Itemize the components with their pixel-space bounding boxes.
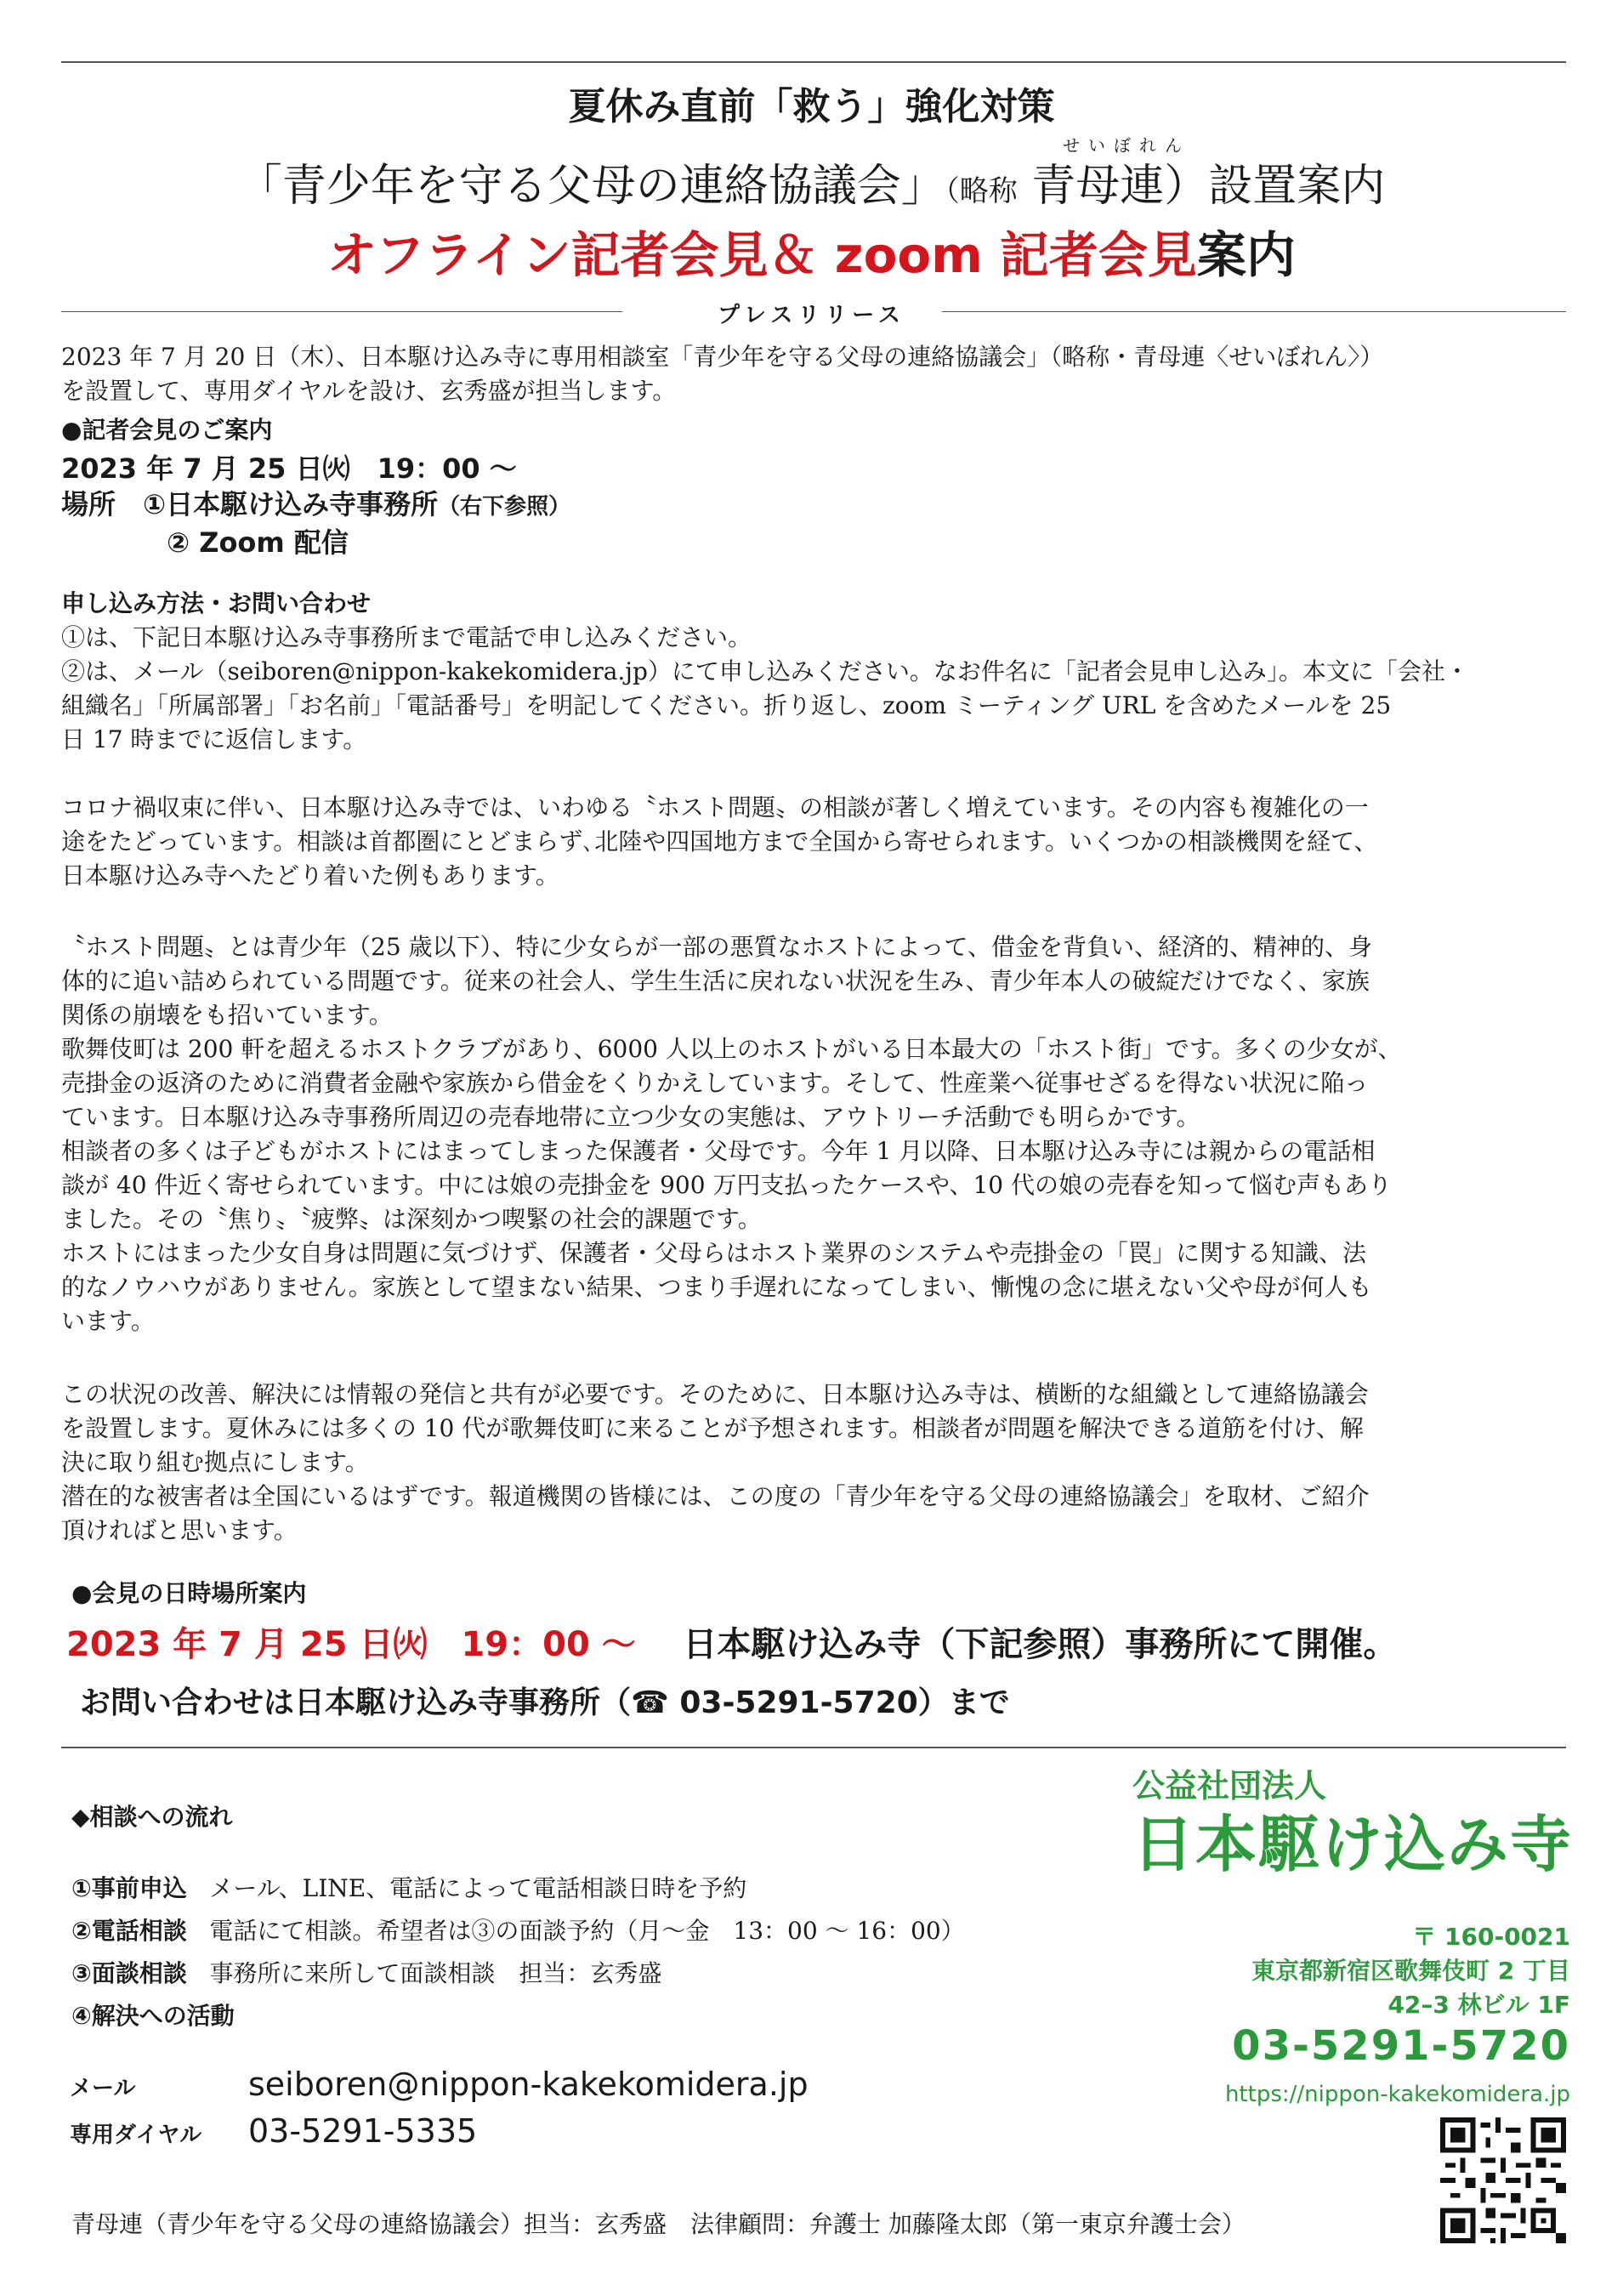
meeting-heading: ●記者会見のご案内 <box>61 416 273 444</box>
address-line-1: 東京都新宿区歌舞伎町 2 丁目 <box>1251 1957 1570 1985</box>
schedule-venue: 日本駆け込み寺（下記参照）事務所にて開催。 <box>683 1625 1398 1664</box>
intro-paragraph <box>61 340 1566 408</box>
postal-code: 〒 160-0021 <box>1412 1923 1570 1951</box>
paragraph-1 <box>61 791 1566 893</box>
mail-address[interactable]: seiboren@nippon-kakekomidera.jp <box>248 2066 809 2103</box>
mail-row <box>70 2063 809 2110</box>
para-line: 頂ければと思います。 <box>61 1516 298 1544</box>
para-line: 売掛金の返済のために消費者金融や家族から借金をくりかえしています。そして、性産業へ従事せざるを得ない状況に陥っ <box>61 1069 1369 1097</box>
contact-info <box>70 2063 809 2157</box>
intro-line: 2023 年 7 月 20 日（木）、日本駆け込み寺に専用相談室「青少年を守る父母の連絡協議会」（略称・青母連〈せいぼれん〉） <box>61 343 1384 371</box>
para-line: ホストにはまった少女自身は問題に気づけず、保護者・父母らはホスト業界のシステムや売掛金の「罠」に関する知識、法 <box>61 1239 1366 1267</box>
flow-step <box>71 1952 965 1995</box>
bottom-rule <box>61 1747 1566 1748</box>
headline-2-tail: 設置案内 <box>1208 161 1386 212</box>
para-line: を設置します。夏休みには多くの 10 代が歌舞伎町に来ることが予想されます。相談者が問題を解決できる道筋を付け、解 <box>61 1414 1364 1442</box>
para-line: 相談者の多くは子どもがホストにはまってしまった保護者・父母です。今年 1 月以降、日本駆け込み寺には親からの電話相 <box>61 1137 1376 1165</box>
flow-step-text: 事務所に来所して面談相談 担当：玄秀盛 <box>209 1959 662 1987</box>
dial-row <box>70 2110 809 2157</box>
schedule-date <box>66 1617 1397 1666</box>
para-line: 決に取り組む拠点にします。 <box>61 1448 369 1476</box>
press-release-label: プレスリリース <box>718 303 905 328</box>
flow-step <box>71 1995 965 2037</box>
para-line: 〝ホスト問題〟とは青少年（25 歳以下）、特に少女らが一部の悪質なホストによって、借金を背負い、経済的、精神的、身 <box>61 933 1372 961</box>
para-line: います。 <box>61 1307 155 1335</box>
apply-line: 組織名」「所属部署」「お名前」「電話番号」を明記してください。折り返し、zoom ミーティング URL を含めたメールを 25 <box>61 691 1392 719</box>
meeting-place-1 <box>61 486 570 525</box>
org-logo <box>1132 1765 1573 1883</box>
address-line-2: 42–3 林ビル 1F <box>1387 1991 1570 2019</box>
place-1-note: （右下参照） <box>438 494 571 520</box>
para-line: 歌舞伎町は 200 軒を超えるホストクラブがあり、6000 人以上のホストがいる日本最大の「ホスト街」です。多くの少女が、 <box>61 1035 1402 1063</box>
meeting-date: 2023 年 7 月 25 日㈫ 19：00 〜 <box>61 452 517 485</box>
org-url[interactable]: https://nippon-kakekomidera.jp <box>1224 2082 1570 2107</box>
qr-code-icon <box>1440 2117 1566 2243</box>
para-line: 体的に追い詰められている問題です。従来の社会人、学生生活に戻れない状況を生み、青少年本人の破綻だけでなく、家族 <box>61 967 1370 995</box>
flow-step-label: ①事前申込 <box>71 1874 187 1902</box>
org-name: 日本駆け込み寺 <box>1132 1809 1574 1880</box>
inquiry-line: お問い合わせは日本駆け込み寺事務所（☎ 03-5291-5720）まで <box>80 1685 1010 1720</box>
org-corp: 公益社団法人 <box>1132 1767 1327 1804</box>
para-line: 途をたどっています。相談は首都圏にとどまらず､北陸や四国地方まで全国から寄せられます。いくつかの相談機関を経て、 <box>61 827 1378 855</box>
para-line: この状況の改善、解決には情報の発信と共有が必要です。そのために、日本駆け込み寺は、横断的な組織として連絡協議会 <box>61 1380 1369 1408</box>
para-line: 潜在的な被害者は全国にいるはずです。報道機関の皆様には、この度の「青少年を守る父母の連絡協議会」を取材、ご紹介 <box>61 1482 1370 1510</box>
schedule-heading: ●会見の日時場所案内 <box>71 1579 307 1607</box>
para-line: 談が 40 件近く寄せられています。中には娘の売掛金を 900 万円支払ったケースや、10 代の娘の売春を知って悩む声もあり <box>61 1171 1393 1199</box>
header <box>0 82 1623 289</box>
headline-2-abbr: 青母連） <box>1031 161 1209 212</box>
headline-3-red: オフライン記者会見＆ zoom 記者会見 <box>327 226 1197 284</box>
footer-note: 青母連（青少年を守る父母の連絡協議会）担当：玄秀盛 法律顧問：弁護士 加藤隆太郎（第一東京弁護士会） <box>71 2210 1246 2238</box>
headline-2-main: 「青少年を守る父母の連絡協議会」 <box>237 161 945 212</box>
apply-line: ①は、下記日本駆け込み寺事務所まで電話で申し込みください。 <box>61 623 752 651</box>
consult-flow <box>71 1796 965 2037</box>
flow-step-label: ④解決への活動 <box>71 2002 235 2030</box>
headline-3 <box>0 221 1623 289</box>
org-address <box>1251 1920 1570 2022</box>
apply-heading: 申し込み方法・お問い合わせ <box>61 589 372 617</box>
place-label: 場所 <box>61 488 144 520</box>
paragraph-2 <box>61 930 1566 1338</box>
dial-number[interactable]: 03-5291-5335 <box>248 2112 478 2150</box>
mail-label: メール <box>70 2076 136 2101</box>
para-line: ました。その〝焦り〟〝疲弊〟は深刻かつ喫緊の社会的課題です。 <box>61 1205 762 1233</box>
para-line: 日本駆け込み寺へたどり着いた例もあります。 <box>61 861 559 889</box>
apply-line: 日 17 時までに返信します。 <box>61 725 367 753</box>
flow-step <box>71 1867 965 1910</box>
apply-section <box>61 587 1566 757</box>
flow-title: ◆相談への流れ <box>71 1803 233 1831</box>
headline-1: 夏休み直前「救う」強化対策 <box>568 85 1055 128</box>
flow-step-label: ③面談相談 <box>71 1959 187 1987</box>
paragraph-3 <box>61 1378 1566 1548</box>
apply-line: ②は、メール（seiboren@nippon-kakekomidera.jp）にて申し込みください。なお件名に「記者会見申し込み」。本文に「会社・ <box>61 657 1469 685</box>
flow-step-text: メール、LINE、電話によって電話相談日時を予約 <box>209 1874 747 1902</box>
meeting-info <box>61 451 570 560</box>
para-line: 的なノウハウがありません。家族として望まない結果、つまり手遅れになってしまい、慚愧の念に堪えない父や母が何人も <box>61 1273 1372 1301</box>
top-rule <box>61 61 1566 63</box>
org-tel[interactable]: 03-5291-5720 <box>1232 2022 1570 2070</box>
flow-step-label: ②電話相談 <box>71 1917 187 1945</box>
ruby-reading: せいぼれん <box>1063 135 1190 156</box>
intro-line: を設置して、専用ダイヤルを設け、玄秀盛が担当します。 <box>61 377 677 405</box>
meeting-place-2: ② Zoom 配信 <box>167 526 349 559</box>
para-line: 関係の崩壊をも招いています。 <box>61 1001 393 1029</box>
para-line: ています。日本駆け込み寺事務所周辺の売春地帯に立つ少女の実態は、アウトリーチ活動でも明らかです。 <box>61 1103 1200 1131</box>
flow-step-text: 電話にて相談。希望者は③の面談予約（月〜金 13：00 〜 16：00） <box>209 1917 965 1945</box>
headline-3-black: 案内 <box>1196 226 1296 284</box>
para-line: コロナ禍収束に伴い、日本駆け込み寺では、いわゆる〝ホスト問題〟の相談が著しく増えています。その内容も複雑化の一 <box>61 793 1369 821</box>
flow-step <box>71 1910 965 1952</box>
divider-right <box>942 311 1566 312</box>
headline-2-small: （略称 <box>945 174 1018 208</box>
place-1: ①日本駆け込み寺事務所 <box>143 488 439 520</box>
schedule-date-red: 2023 年 7 月 25 日㈫ 19：00 〜 <box>66 1625 636 1664</box>
headline-2 <box>0 156 1623 221</box>
dial-label: 専用ダイヤル <box>70 2123 202 2148</box>
